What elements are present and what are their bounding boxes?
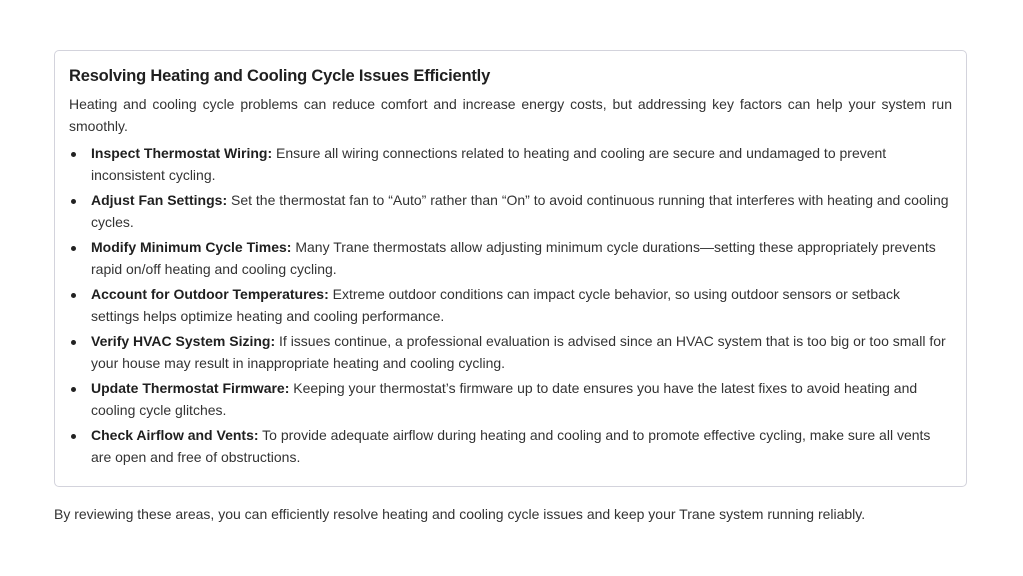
bullet-icon bbox=[71, 434, 76, 439]
tip-text: Set the thermostat fan to “Auto” rather than “On” to avoid continuous running that interferes with heating and cooling cycles. bbox=[91, 192, 949, 230]
tip-label: Adjust Fan Settings: bbox=[91, 192, 228, 208]
tip-item bbox=[69, 237, 952, 280]
tip-text: Ensure all wiring connections related to heating and cooling are secure and undamaged to prevent inconsistent cycling. bbox=[91, 145, 887, 183]
bullet-icon bbox=[71, 246, 76, 251]
tip-text: To provide adequate airflow during heating and cooling and to promote effective cycling, make sure all vents are open and free of obstructions. bbox=[91, 427, 931, 465]
tip-label: Inspect Thermostat Wiring: bbox=[91, 145, 273, 161]
tip-text: Extreme outdoor conditions can impact cycle behavior, so using outdoor sensors or setback settings helps optimize heating and cooling performance. bbox=[91, 286, 900, 324]
tip-item bbox=[69, 190, 952, 233]
tip-label: Verify HVAC System Sizing: bbox=[91, 333, 276, 349]
bullet-icon bbox=[71, 293, 76, 298]
tip-item bbox=[69, 143, 952, 186]
tip-label: Check Airflow and Vents: bbox=[91, 427, 259, 443]
bullet-icon bbox=[71, 199, 76, 204]
summary-text: By reviewing these areas, you can efficiently resolve heating and cooling cycle issues and keep your Trane system running reliably. bbox=[54, 506, 866, 522]
tips-list bbox=[69, 143, 952, 468]
tip-item bbox=[69, 284, 952, 327]
bullet-icon bbox=[71, 152, 76, 157]
bullet-icon bbox=[71, 340, 76, 345]
tip-text: Many Trane thermostats allow adjusting minimum cycle durations—setting these appropriately prevents rapid on/off heating and cooling cycling. bbox=[91, 239, 936, 277]
tip-item bbox=[69, 331, 952, 374]
card-intro: Heating and cooling cycle problems can reduce comfort and increase energy costs, but addressing key factors can help your system run smoothly. bbox=[69, 96, 952, 134]
tip-label: Account for Outdoor Temperatures: bbox=[91, 286, 329, 302]
tip-item bbox=[69, 425, 952, 468]
bullet-icon bbox=[71, 387, 76, 392]
tip-text: Keeping your thermostat’s firmware up to date ensures you have the latest fixes to avoid heating and cooling cycle glitches. bbox=[91, 380, 918, 418]
tips-card bbox=[54, 50, 967, 487]
card-title: Resolving Heating and Cooling Cycle Issues Efficiently bbox=[69, 67, 491, 85]
tip-item bbox=[69, 378, 952, 421]
tip-label: Modify Minimum Cycle Times: bbox=[91, 239, 292, 255]
tip-label: Update Thermostat Firmware: bbox=[91, 380, 290, 396]
tip-text: If issues continue, a professional evaluation is advised since an HVAC system that is too big or too small for your house may result in inappropriate heating and cooling cycling. bbox=[91, 333, 946, 371]
